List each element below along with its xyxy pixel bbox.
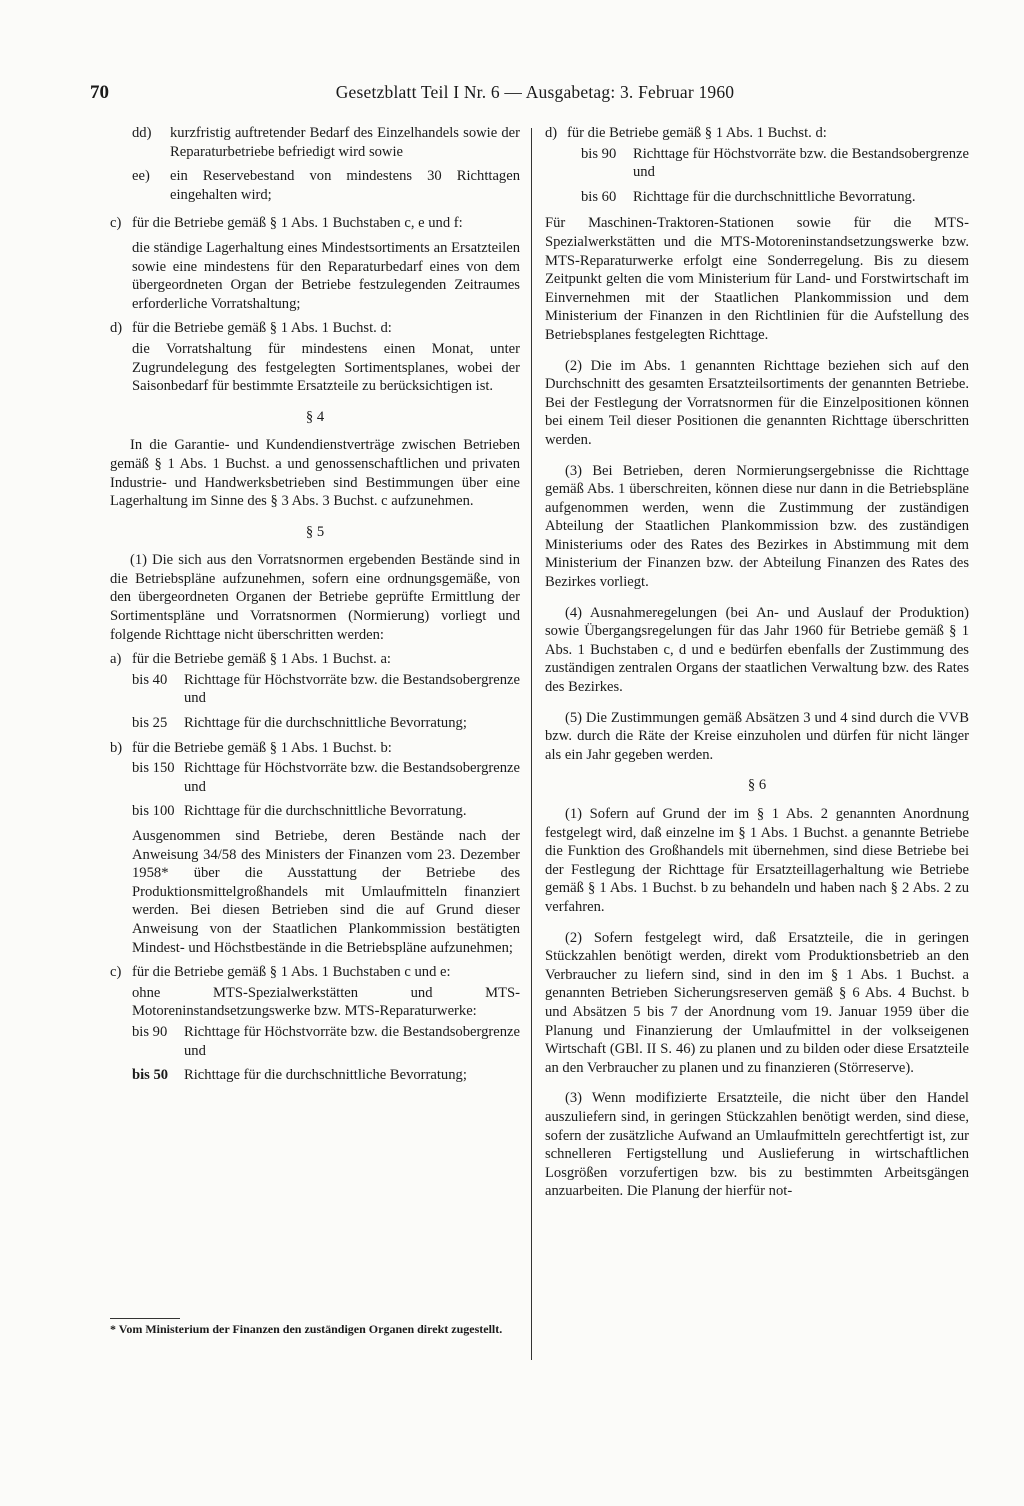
paragraph-5: (5) Die Zustimmungen gemäß Absätzen 3 und 4 sind durch die VVB bzw. durch die Räte der Kreise einzuholen und dürfen für nicht länger als ein Jahr gegeben werden. [545, 709, 969, 763]
list-item-dd [132, 124, 520, 161]
footnote: * Vom Ministerium der Finanzen den zuständigen Organen direkt zugestellt. [110, 1322, 503, 1336]
section-6-paragraph-1: (1) Sofern auf Grund der im § 1 Abs. 2 genannten Anordnung festgelegt wird, daß einzelne im § 1 Abs. 1 Buchst. a genannte Betriebe die Funktion des Großhandels mit übernehmen, sind diese Betriebe bei der Festlegung der Richttage für Ersatzteillagerhaltung wie Betriebe gemäß § 1 Abs. 1 Buchst. b zu behandeln und haben nach § 2 Abs. 2 zu verfahren. [545, 806, 969, 915]
item-text: für die Betriebe gemäß § 1 Abs. 1 Buchstaben c, e und f: [132, 215, 463, 232]
limit-value: bis 90 [132, 1023, 168, 1040]
section-5-paragraph-1: (1) Die sich aus den Vorratsnormen ergebenden Bestände sind in die Betriebspläne aufzunehmen, sofern eine ordnungsgemäße, von den übergeordneten Organen der Betriebe geprüfte Ermittlung der Sortimentspläne und Vorratsnormen (Normierung) vorliegt und folgende Richttage nicht überschritten werden: [110, 552, 520, 643]
section-6-paragraph-2: (2) Sofern festgelegt wird, daß Ersatzteile, die in geringen Stückzahlen benötigt werden, direkt vom Produktionsbetrieb an den Verbraucher zu liefern sind, sind in den im § 1 Abs. 1 Buchst. a genannten Betrieben Sicherungsreserven gemäß § 6 Abs. 4 Buchst. b und Absätzen 5 bis 7 der Anordnung vom 19. Januar 1959 über die Planung und Finanzierung der Umlaufmittel in der volkseigenen Wirtschaft (GBl. II S. 46) zu planen und zu bilden oder diese Ersatzteile an den Verbraucher zu planen und zu finanzieren (Störreserve). [545, 929, 969, 1076]
limit-value: bis 50 [132, 1067, 169, 1084]
limit-row [132, 671, 520, 708]
limit-row [581, 188, 969, 207]
page-number: 70 [90, 82, 109, 103]
exception-text: Ausgenommen sind Betriebe, deren Bestände nach der Anweisung 34/58 des Ministers der Finanzen vom 23. Dezember 1958* über die Ausstattung der Betriebe des Produktionsmittelgroßhandels mit Umlaufmitteln finanziert werden. Bei diesen Betrieben sind die auf Grund dieser Anweisung von der Staatlichen Plankommission bestätigten Mindest- und Höchstbestände in die Betriebspläne aufzunehmen; [132, 828, 520, 956]
running-title: Gesetzblatt Teil I Nr. 6 — Ausgabetag: 3. Februar 1960 [335, 82, 735, 102]
limit-text: Richttage für Höchstvorräte bzw. die Bestandsobergrenze und [184, 760, 520, 795]
item-text: für die Betriebe gemäß § 1 Abs. 1 Buchst. d: [567, 125, 827, 141]
page-header [90, 82, 980, 108]
item-body: die Vorratshaltung für mindestens einen Monat, unter Zugrundelegung des festgelegten Sortimentsplanes, wobei der Saisonbedarf für bestimmte Ersatzteile zu berücksichtigen ist. [132, 340, 520, 395]
item-text: für die Betriebe gemäß § 1 Abs. 1 Buchstaben c und e: [132, 964, 451, 981]
limit-value: bis 100 [132, 803, 175, 820]
item-label: ee) [132, 168, 150, 185]
limit-text: Richttage für die durchschnittliche Bevorratung; [184, 1067, 467, 1084]
left-column [110, 124, 520, 1091]
limit-row [132, 1066, 520, 1085]
section-heading-6: § 6 [747, 777, 767, 794]
limit-text: Richttage für Höchstvorräte bzw. die Bestandsobergrenze und [184, 671, 520, 707]
list-item-d-right [545, 124, 969, 143]
item-body: die ständige Lagerhaltung eines Mindestsortiments an Ersatzteilen sowie eine mindestens für den Reparaturbedarf eines von dem übergeordneten Organ der Betriebe festzulegenden Zeitraumes erforderliche Vorratshaltung; [132, 239, 520, 312]
section-heading-5: § 5 [305, 523, 325, 540]
limit-text: Richttage für Höchstvorräte bzw. die Bestandsobergrenze und [184, 1023, 520, 1059]
list-item-ee [132, 167, 520, 204]
list-item-a [110, 650, 520, 669]
limit-row [132, 759, 520, 796]
item-label: dd) [132, 125, 152, 141]
list-item-c [110, 214, 520, 313]
list-item-b [110, 739, 520, 758]
mts-paragraph: Für Maschinen-Traktoren-Stationen sowie für die MTS-Spezialwerkstätten und die MTS-Motoreninstandsetzungswerke bzw. MTS-Reparaturwerke erfolgt eine Sonderregelung. Bis zu diesem Zeitpunkt gelten die vom Ministerium für Land- und Forstwirtschaft im Einvernehmen mit der Staatlichen Plankommission und dem Ministerium der Finanzen in den Richtlinien für die Aufstellung des Betriebsplanes festgelegten Richttage. [545, 215, 969, 343]
item-label: c) [110, 215, 122, 232]
item-label: c) [110, 964, 122, 981]
limit-row [132, 802, 520, 821]
limit-text: Richttage für die durchschnittliche Bevorratung. [184, 803, 467, 820]
item-label: b) [110, 739, 123, 756]
item-text: ein Reservebestand von mindestens 30 Richttagen eingehalten wird; [170, 168, 520, 203]
column-divider [531, 128, 532, 1360]
list-item-c2 [110, 963, 520, 1021]
section-4-text: In die Garantie- und Kundendienstverträge zwischen Betrieben gemäß § 1 Abs. 1 Buchst. a und genossenschaftlichen und privaten Industrie- und Handwerksbetrieben sind Bestimmungen über eine Lagerhaltung im Sinne des § 3 Abs. 3 Buchst. c aufzunehmen. [110, 437, 520, 510]
item-text: für die Betriebe gemäß § 1 Abs. 1 Buchst. d: [132, 320, 392, 337]
limit-value: bis 40 [132, 671, 168, 688]
limit-text: Richttage für die durchschnittliche Bevorratung; [184, 715, 467, 732]
item-text: für die Betriebe gemäß § 1 Abs. 1 Buchst. b: [132, 739, 392, 756]
item-body: ohne MTS-Spezialwerkstätten und MTS-Motoreninstandsetzungswerke bzw. MTS-Reparaturwerke: [132, 984, 520, 1020]
right-column [545, 124, 969, 1213]
item-label: d) [545, 125, 558, 141]
section-heading-4: § 4 [305, 408, 325, 425]
limit-text: Richttage für die durchschnittliche Bevorratung. [633, 188, 916, 205]
limit-row [581, 145, 969, 182]
limit-value: bis 60 [581, 188, 617, 205]
limit-value: bis 90 [581, 145, 617, 162]
item-text: für die Betriebe gemäß § 1 Abs. 1 Buchst. a: [132, 651, 391, 668]
footnote-rule [110, 1318, 180, 1319]
paragraph-3: (3) Bei Betrieben, deren Normierungsergebnisse die Richttage gemäß Abs. 1 überschreiten, können diese nur dann in die Betriebspläne aufgenommen werden, wenn die Zustimmung der zuständigen Abteilung der Staatlichen Plankommission bzw. des zuständigen Ministeriums oder des Rates des Bezirkes in Abstimmung mit dem Ministerium der Finanzen bzw. der Abteilung Finanzen des Rates des Bezirkes vorliegt. [545, 462, 969, 591]
paragraph-4: (4) Ausnahmeregelungen (bei An- und Auslauf der Produktion) sowie Übergangsregelungen für das Jahr 1960 für Betriebe gemäß § 1 Abs. 1 Buchstaben c, d und e bedürfen ebenfalls der Zustimmung des zuständigen zentralen Organs der staatlichen Verwaltung bzw. des Rates des Bezirkes. [545, 604, 969, 696]
section-6-paragraph-3: (3) Wenn modifizierte Ersatzteile, die nicht über den Handel auszuliefern sind, in geringen Stückzahlen benötigt werden, sind diese, sofern der zusätzliche Aufwand an Umlaufmitteln gerechtfertigt ist, zur schnelleren Fertigstellung und Auslieferung in wirtschaftlichen Losgrößen vorzufertigen bzw. bis zu bestimmten Arbeitsgängen anzuarbeiten. Die Planung der hierfür not- [545, 1090, 969, 1200]
list-item-d [110, 319, 520, 395]
paragraph-2: (2) Die im Abs. 1 genannten Richttage beziehen sich auf den Durchschnitt des gesamten Ersatzteilsortiments der genannten Betriebe. Bei der Festlegung der Vorratsnormen für die Einzelpositionen können bei einem Teil dieser Positionen die genannten Richttage überschritten werden. [545, 357, 969, 448]
item-label: a) [110, 651, 122, 668]
item-text: kurzfristig auftretender Bedarf des Einzelhandels sowie der Reparaturbetriebe befriedigt wird sowie [170, 125, 520, 160]
limit-row [132, 1023, 520, 1060]
limit-text: Richttage für Höchstvorräte bzw. die Bestandsobergrenze und [633, 145, 969, 181]
limit-value: bis 25 [132, 715, 168, 732]
item-label: d) [110, 320, 123, 337]
limit-value: bis 150 [132, 760, 175, 777]
limit-row [132, 714, 520, 733]
